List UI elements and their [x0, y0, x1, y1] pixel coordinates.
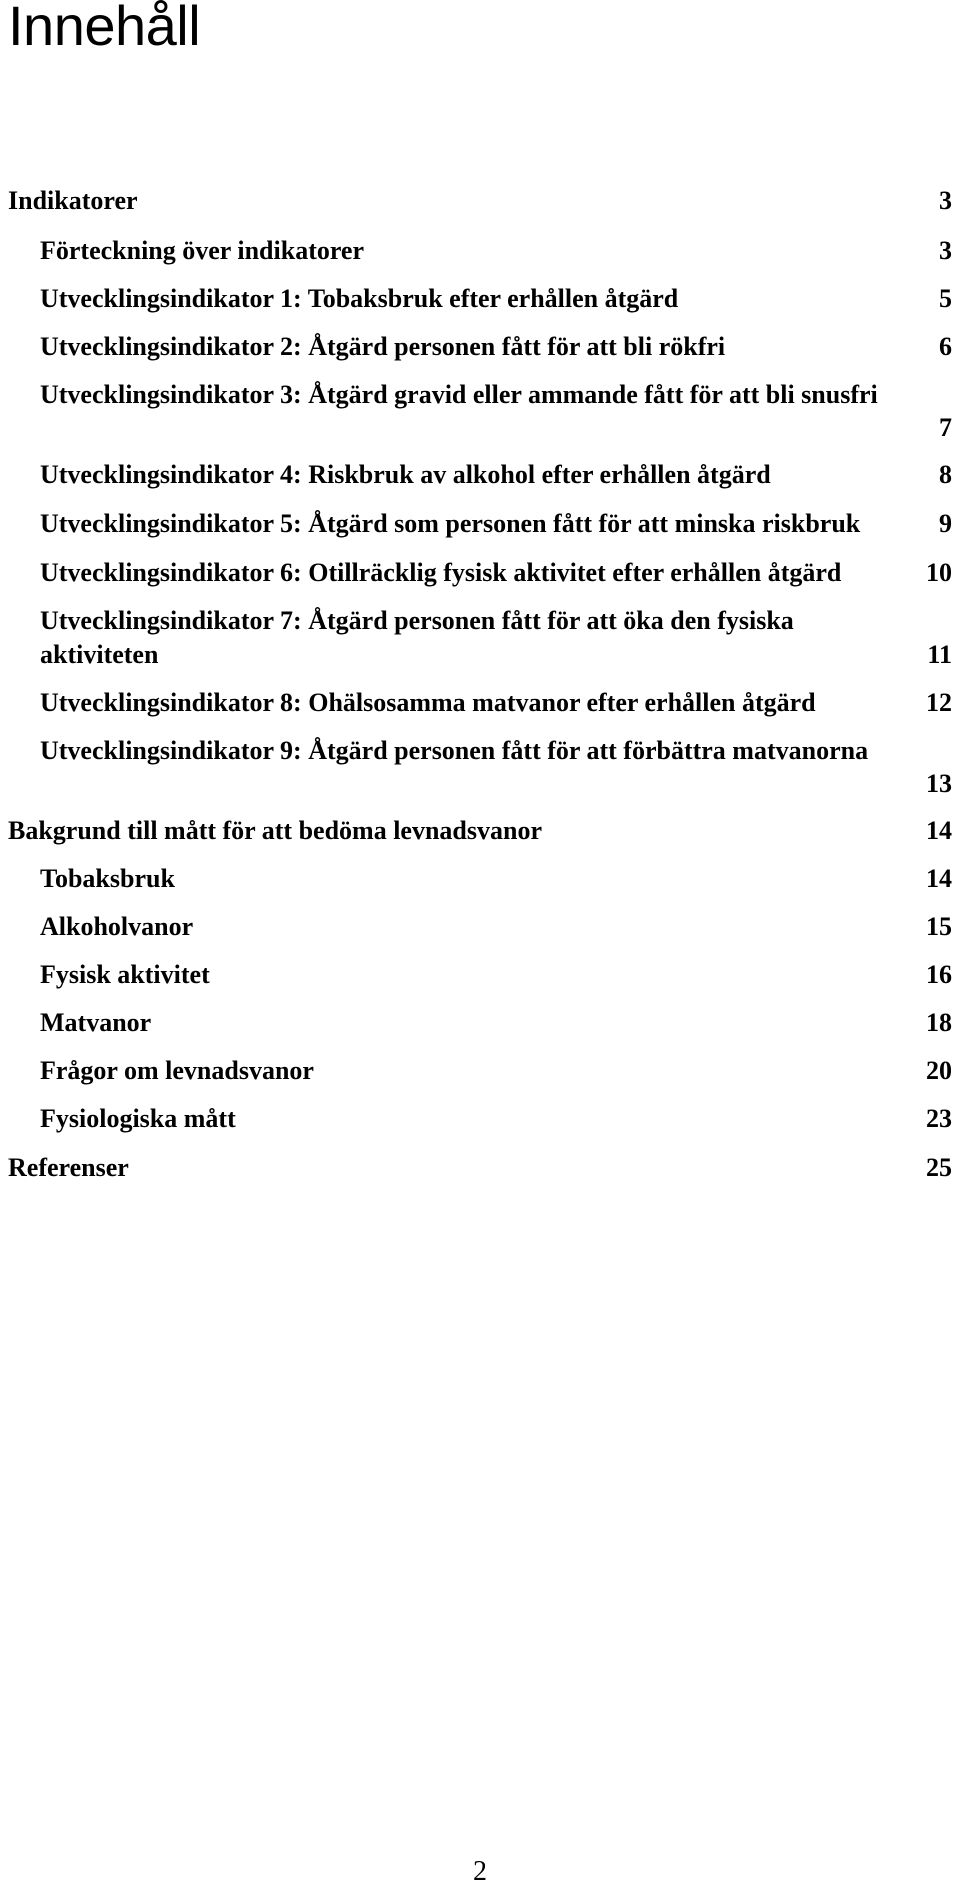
toc-page-number: 13	[926, 769, 952, 798]
toc-entry-indikator-8[interactable]: Utvecklingsindikator 8: Ohälsosamma matvanor efter erhållen åtgärd	[40, 688, 816, 717]
toc-entry-indikator-7-continued[interactable]: aktiviteten	[40, 640, 159, 669]
toc-entry-indikator-5[interactable]: Utvecklingsindikator 5: Åtgärd som personen fått för att minska riskbruk	[40, 509, 861, 538]
toc-page-number: 3	[939, 186, 952, 215]
toc-page-number: 3	[939, 236, 952, 265]
page-title: Innehåll	[8, 0, 201, 57]
toc-entry-indikator-1[interactable]: Utvecklingsindikator 1: Tobaksbruk efter erhållen åtgärd	[40, 284, 679, 313]
toc-entry-indikator-2[interactable]: Utvecklingsindikator 2: Åtgärd personen fått för att bli rökfri	[40, 332, 726, 361]
toc-entry-indikator-4[interactable]: Utvecklingsindikator 4: Riskbruk av alkohol efter erhållen åtgärd	[40, 460, 771, 489]
toc-entry-matvanor[interactable]: Matvanor	[40, 1008, 152, 1037]
toc-entry-alkoholvanor[interactable]: Alkoholvanor	[40, 912, 194, 941]
toc-entry-indikatorer[interactable]: Indikatorer	[8, 186, 138, 215]
toc-entry-fragor[interactable]: Frågor om levnadsvanor	[40, 1056, 314, 1085]
page-number: 2	[473, 1856, 487, 1887]
toc-entry-referenser[interactable]: Referenser	[8, 1153, 129, 1182]
toc-entry-bakgrund[interactable]: Bakgrund till mått för att bedöma levnadsvanor	[8, 816, 542, 845]
toc-page-number: 18	[926, 1008, 952, 1037]
toc-entry-indikator-6[interactable]: Utvecklingsindikator 6: Otillräcklig fysisk aktivitet efter erhållen åtgärd	[40, 558, 842, 587]
toc-page-number: 14	[926, 816, 952, 845]
toc-page-number: 7	[939, 413, 952, 442]
toc-page-number: 25	[926, 1153, 952, 1182]
toc-entry-indikator-9[interactable]: Utvecklingsindikator 9: Åtgärd personen fått för att förbättra matvanorna	[40, 736, 869, 765]
toc-page-number: 9	[939, 509, 952, 538]
toc-page-number: 23	[926, 1104, 952, 1133]
toc-page-number: 6	[939, 332, 952, 361]
toc-page-number: 14	[926, 864, 952, 893]
toc-entry-tobaksbruk[interactable]: Tobaksbruk	[40, 864, 175, 893]
toc-page-number: 15	[926, 912, 952, 941]
toc-entry-indikator-3[interactable]: Utvecklingsindikator 3: Åtgärd gravid eller ammande fått för att bli snusfri	[40, 380, 878, 409]
toc-page-number: 11	[927, 640, 952, 669]
toc-page-number: 20	[926, 1056, 952, 1085]
toc-entry-indikator-7[interactable]: Utvecklingsindikator 7: Åtgärd personen fått för att öka den fysiska	[40, 606, 794, 635]
toc-entry-forteckning[interactable]: Förteckning över indikatorer	[40, 236, 365, 265]
toc-page-number: 16	[926, 960, 952, 989]
toc-page-number: 12	[926, 688, 952, 717]
toc-entry-fysisk-aktivitet[interactable]: Fysisk aktivitet	[40, 960, 210, 989]
toc-page-number: 5	[939, 284, 952, 313]
toc-page-number: 8	[939, 460, 952, 489]
toc-page-number: 10	[926, 558, 952, 587]
toc-entry-fysiologiska-matt[interactable]: Fysiologiska mått	[40, 1104, 236, 1133]
